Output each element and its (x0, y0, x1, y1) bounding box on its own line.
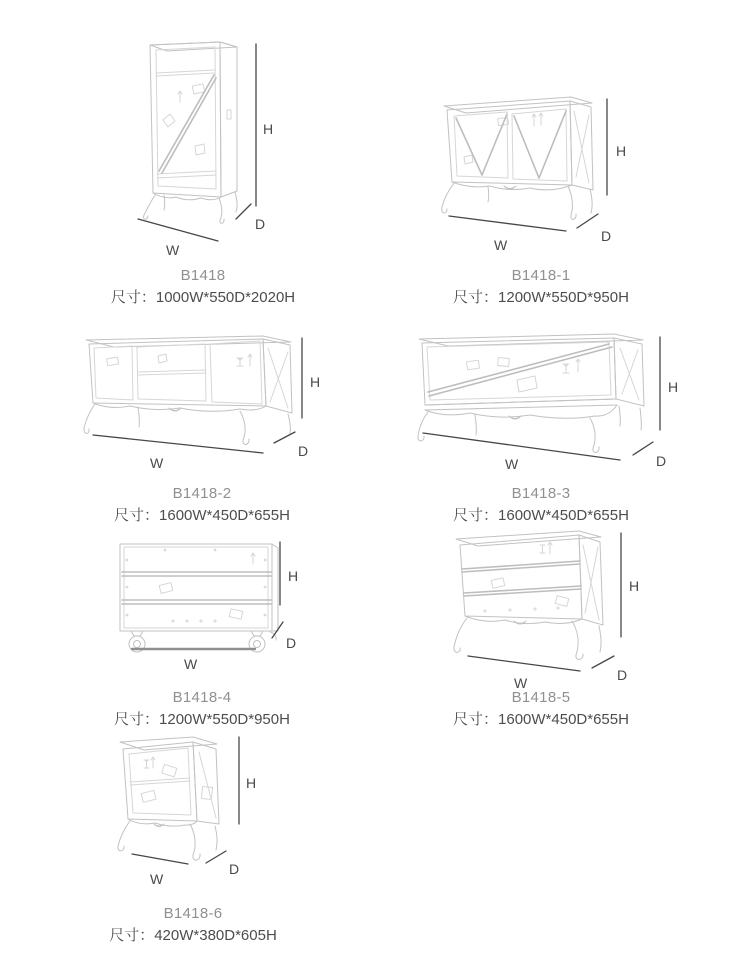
height-dim-label: H (246, 775, 257, 791)
product-card-b1418 (90, 28, 316, 306)
product-sketch-chest (440, 525, 665, 690)
product-card-b1418-3 (401, 328, 681, 524)
product-model: B1418-5 (511, 689, 571, 706)
product-model: B1418 (180, 267, 226, 284)
product-card-b1418-4 (89, 532, 315, 728)
product-model: B1418-3 (511, 485, 571, 502)
product-sketch-sideboard (430, 85, 650, 255)
width-dim-label: W (514, 675, 528, 690)
product-sketch-tall-cabinet (120, 28, 290, 258)
product-card-b1418-6 (80, 732, 306, 944)
depth-dim-label: D (229, 861, 240, 877)
product-size: 尺寸：1600W*450D*655H (114, 507, 290, 524)
depth-dim-label: D (656, 453, 667, 469)
product-size: 尺寸：1000W*550D*2020H (110, 289, 296, 306)
product-sketch-tv-cabinet (80, 328, 325, 470)
product-size: 尺寸：1200W*550D*950H (114, 711, 290, 728)
height-dim-label: H (310, 374, 321, 390)
height-dim-label: H (668, 379, 679, 395)
depth-dim-label: D (286, 635, 297, 651)
product-model: B1418-4 (172, 689, 232, 706)
product-size: 尺寸：1200W*550D*950H (453, 289, 629, 306)
product-card-b1418-5 (428, 525, 654, 728)
product-model: B1418-2 (172, 485, 232, 502)
depth-dim-label: D (601, 228, 612, 244)
product-sketch-nightstand (100, 732, 260, 895)
depth-dim-label: D (298, 443, 309, 459)
width-dim-label: W (166, 242, 180, 258)
width-dim-label: W (505, 456, 519, 470)
product-model: B1418-6 (163, 905, 223, 922)
depth-dim-label: D (255, 216, 266, 232)
height-dim-label: H (629, 578, 640, 594)
height-dim-label: H (616, 143, 627, 159)
depth-dim-label: D (617, 667, 628, 683)
product-size: 尺寸：1600W*450D*655H (453, 711, 629, 728)
product-card-b1418-2 (79, 328, 325, 524)
height-dim-label: H (263, 121, 274, 137)
width-dim-label: W (150, 871, 164, 887)
width-dim-label: W (184, 656, 198, 672)
product-size: 尺寸：1600W*450D*655H (453, 507, 629, 524)
width-dim-label: W (150, 455, 164, 470)
product-card-b1418-1 (427, 85, 655, 306)
product-sketch-drawer-cart (105, 532, 300, 678)
product-size: 尺寸：420W*380D*605H (109, 927, 277, 944)
product-model: B1418-1 (511, 267, 571, 284)
product-sketch-long-cabinet (415, 328, 690, 470)
height-dim-label: H (288, 568, 299, 584)
width-dim-label: W (494, 237, 508, 253)
